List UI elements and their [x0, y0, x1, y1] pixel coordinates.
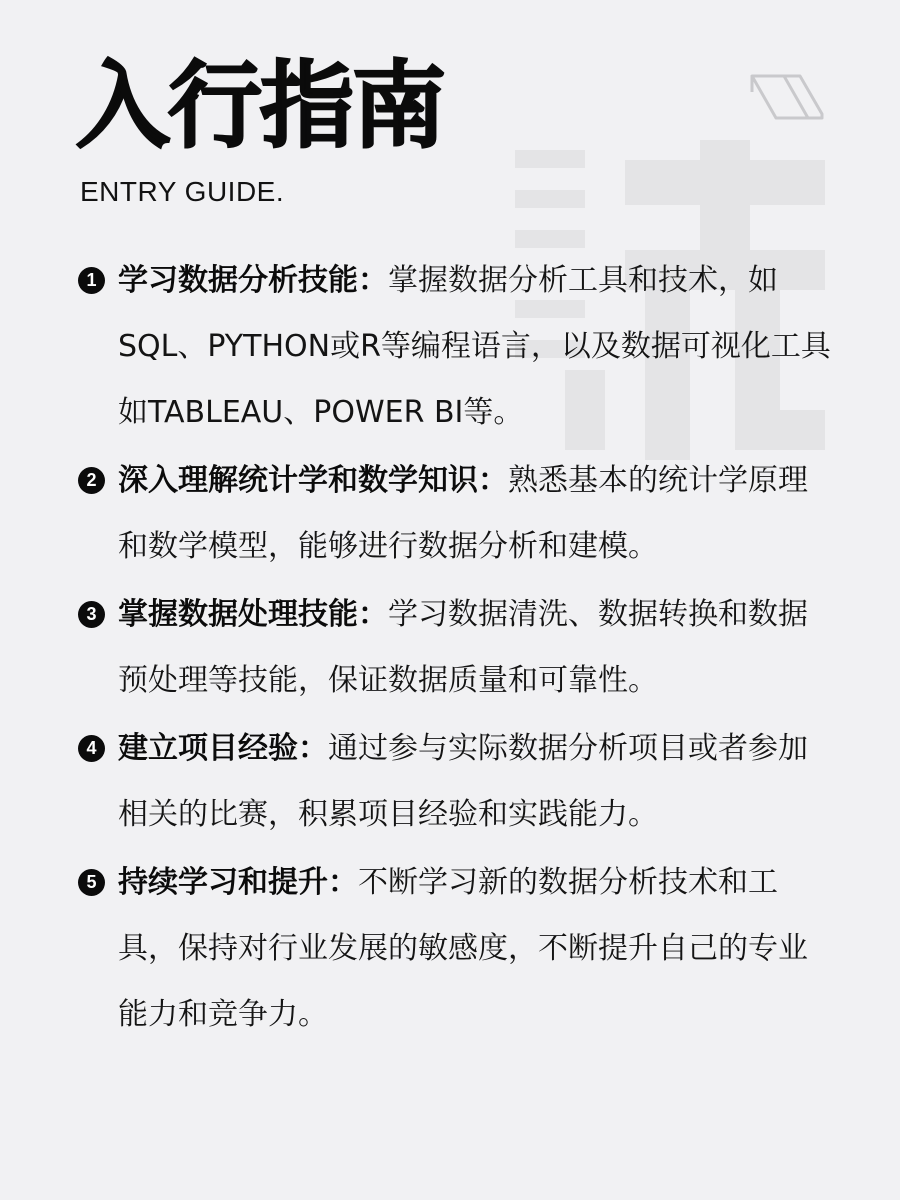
list-item — [76, 448, 836, 580]
number-badge: 1 — [78, 267, 105, 294]
list-item — [76, 716, 836, 848]
item-body: 通过参与实际数据分析项目或者参加相关的比赛，积累项目经验和实践能力。 — [118, 731, 808, 832]
number-badge: 3 — [78, 601, 105, 628]
number-badge: 2 — [78, 467, 105, 494]
item-heading: 深入理解统计学和数学知识： — [118, 463, 508, 498]
guide-list — [76, 248, 836, 1050]
list-item — [76, 850, 836, 1048]
item-body: 学习数据清洗、数据转换和数据预处理等技能，保证数据质量和可靠性。 — [118, 597, 808, 698]
item-heading: 建立项目经验： — [118, 731, 328, 766]
item-body: 掌握数据分析工具和技术，如SQL、PYTHON或R等编程语言，以及数据可视化工具如TABLEAU、POWER BI等。 — [118, 263, 831, 430]
page-subtitle: ENTRY GUIDE. — [80, 176, 285, 207]
item-heading: 掌握数据处理技能： — [118, 597, 388, 632]
number-badge: 5 — [78, 869, 105, 896]
brand-logo-icon — [748, 72, 826, 122]
item-body: 不断学习新的数据分析技术和工具，保持对行业发展的敏感度，不断提升自己的专业能力和竞争力。 — [118, 865, 808, 1032]
list-item — [76, 248, 836, 446]
number-badge: 4 — [78, 735, 105, 762]
page-title: 入行指南 — [76, 52, 445, 161]
item-heading: 学习数据分析技能： — [118, 263, 388, 298]
item-heading: 持续学习和提升： — [118, 865, 358, 900]
item-body: 熟悉基本的统计学原理和数学模型，能够进行数据分析和建模。 — [118, 463, 808, 564]
list-item — [76, 582, 836, 714]
